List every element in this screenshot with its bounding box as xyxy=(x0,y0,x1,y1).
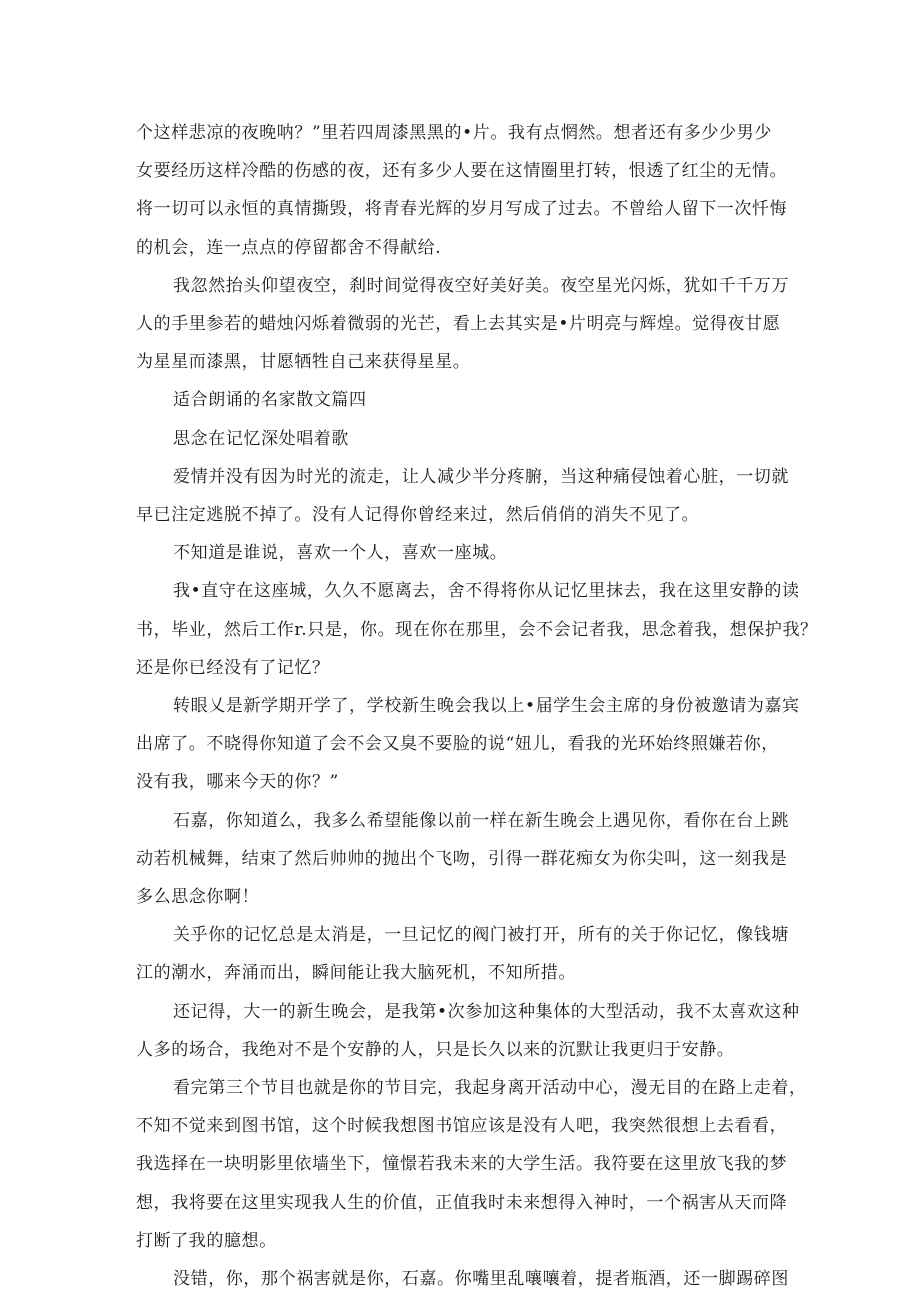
text-line: 没错，你，那个祸害就是你，石嘉。你嘴里乱嚷嚷着，提者瓶酒，还一脚踢碎图 xyxy=(173,1269,789,1289)
text-line: 为星星而漆黑，甘愿牺牲自己来获得星星。 xyxy=(136,352,471,372)
text-line: 石嘉，你知道么，我多么希望能像以前一样在新生晚会上遇见你，看你在台上跳 xyxy=(173,811,789,831)
section-title: 适合朗诵的名家散文篇四 xyxy=(173,390,367,410)
text-line: 关乎你的记忆总是太消是，一旦记忆的阀门被打开，所有的关于你记忆，像钱塘 xyxy=(173,925,789,945)
text-line: 出席了。不晓得你知道了会不会又臭不要脸的说“妞儿，看我的光环始终照嫌若你， xyxy=(136,734,779,754)
text-line: 我选择在一块明影里依墙坐下，憧憬若我未来的大学生活。我符要在这里放飞我的梦 xyxy=(136,1154,788,1174)
text-line: 想，我将要在这里实现我人生的价值，正值我时未来想得入神时，一个祸害从天而降 xyxy=(136,1193,788,1213)
text-line: 的机会，连一点点的停留都舍不得献给. xyxy=(136,238,442,258)
text-line: 动若机械舞，结束了然后帅帅的抛出个飞吻，引得一群花痴女为你尖叫，这一刻我是 xyxy=(136,849,788,869)
text-line: 人多的场合，我绝对不是个安静的人，只是长久以来的沉默让我更归于安静。 xyxy=(136,1040,735,1060)
text-line: 多么思念你啊！ xyxy=(136,887,260,907)
text-line: 我忽然抬头仰望夜空，刹时间觉得夜空好美好美。夜空星光闪烁，犹如千千万万 xyxy=(173,276,789,296)
text-line: 不知不觉来到图书馆，这个时候我想图书馆应该是没有人吧，我突然很想上去看看， xyxy=(136,1116,788,1136)
text-line: 爱情并没有因为时光的流走，让人减少半分疼腑，当这种痛侵蚀着心脏，一切就 xyxy=(173,467,789,487)
text-line: 江的潮水，奔涌而出，瞬间能让我大脑死机，不知所措。 xyxy=(136,963,576,983)
text-line: 打断了我的臆想。 xyxy=(136,1231,277,1251)
text-line: 书，毕业，然后工作r.只是，你。现在你在那里，会不会记者我，思念着我，想保护我？ xyxy=(136,620,818,640)
text-line: 还记得，大一的新生晚会，是我第•次参加这种集体的大型活动，我不太喜欢这种 xyxy=(173,1002,800,1022)
article-title: 思念在记忆深处唱着歌 xyxy=(173,429,349,449)
text-line: 还是你已经没有了记忆？ xyxy=(136,658,330,678)
text-line: 我•直守在这座城，久久不愿离去，舍不得将你从记忆里抹去，我在这里安静的读 xyxy=(173,581,800,601)
text-line: 看完第三个节目也就是你的节目完，我起身离开活动中心，漫无目的在路上走着， xyxy=(173,1078,807,1098)
text-line: 人的手里参若的蜡烛闪烁着微弱的光芒，看上去其实是•片明亮与辉煌。觉得夜甘愿 xyxy=(136,314,781,334)
text-line: 没有我，哪来今天的你？” xyxy=(136,772,339,792)
text-line: 女要经历这样冷酷的伤感的夜，还有多少人要在这情圈里打转，恨透了红尘的无情。 xyxy=(136,161,788,181)
text-line: 转眼乂是新学期开学了，学校新生晚会我以上•届学生会主席的身份被邀请为嘉宾 xyxy=(173,696,800,716)
text-line: 将一切可以永恒的真情撕毁，将青春光辉的岁月写成了过去。不曾给人留下一次忏悔 xyxy=(136,199,788,219)
text-line: 不知道是谁说，喜欢一个人，喜欢一座城。 xyxy=(173,543,508,563)
text-line: 个这样悲凉的夜晚呐？”里若四周漆黑黑的•片。我有点惘然。想者还有多少少男少 xyxy=(136,123,772,143)
text-line: 早已注定逃脱不掉了。没有人记得你曾经来过，然后俏俏的消失不见了。 xyxy=(136,505,700,525)
